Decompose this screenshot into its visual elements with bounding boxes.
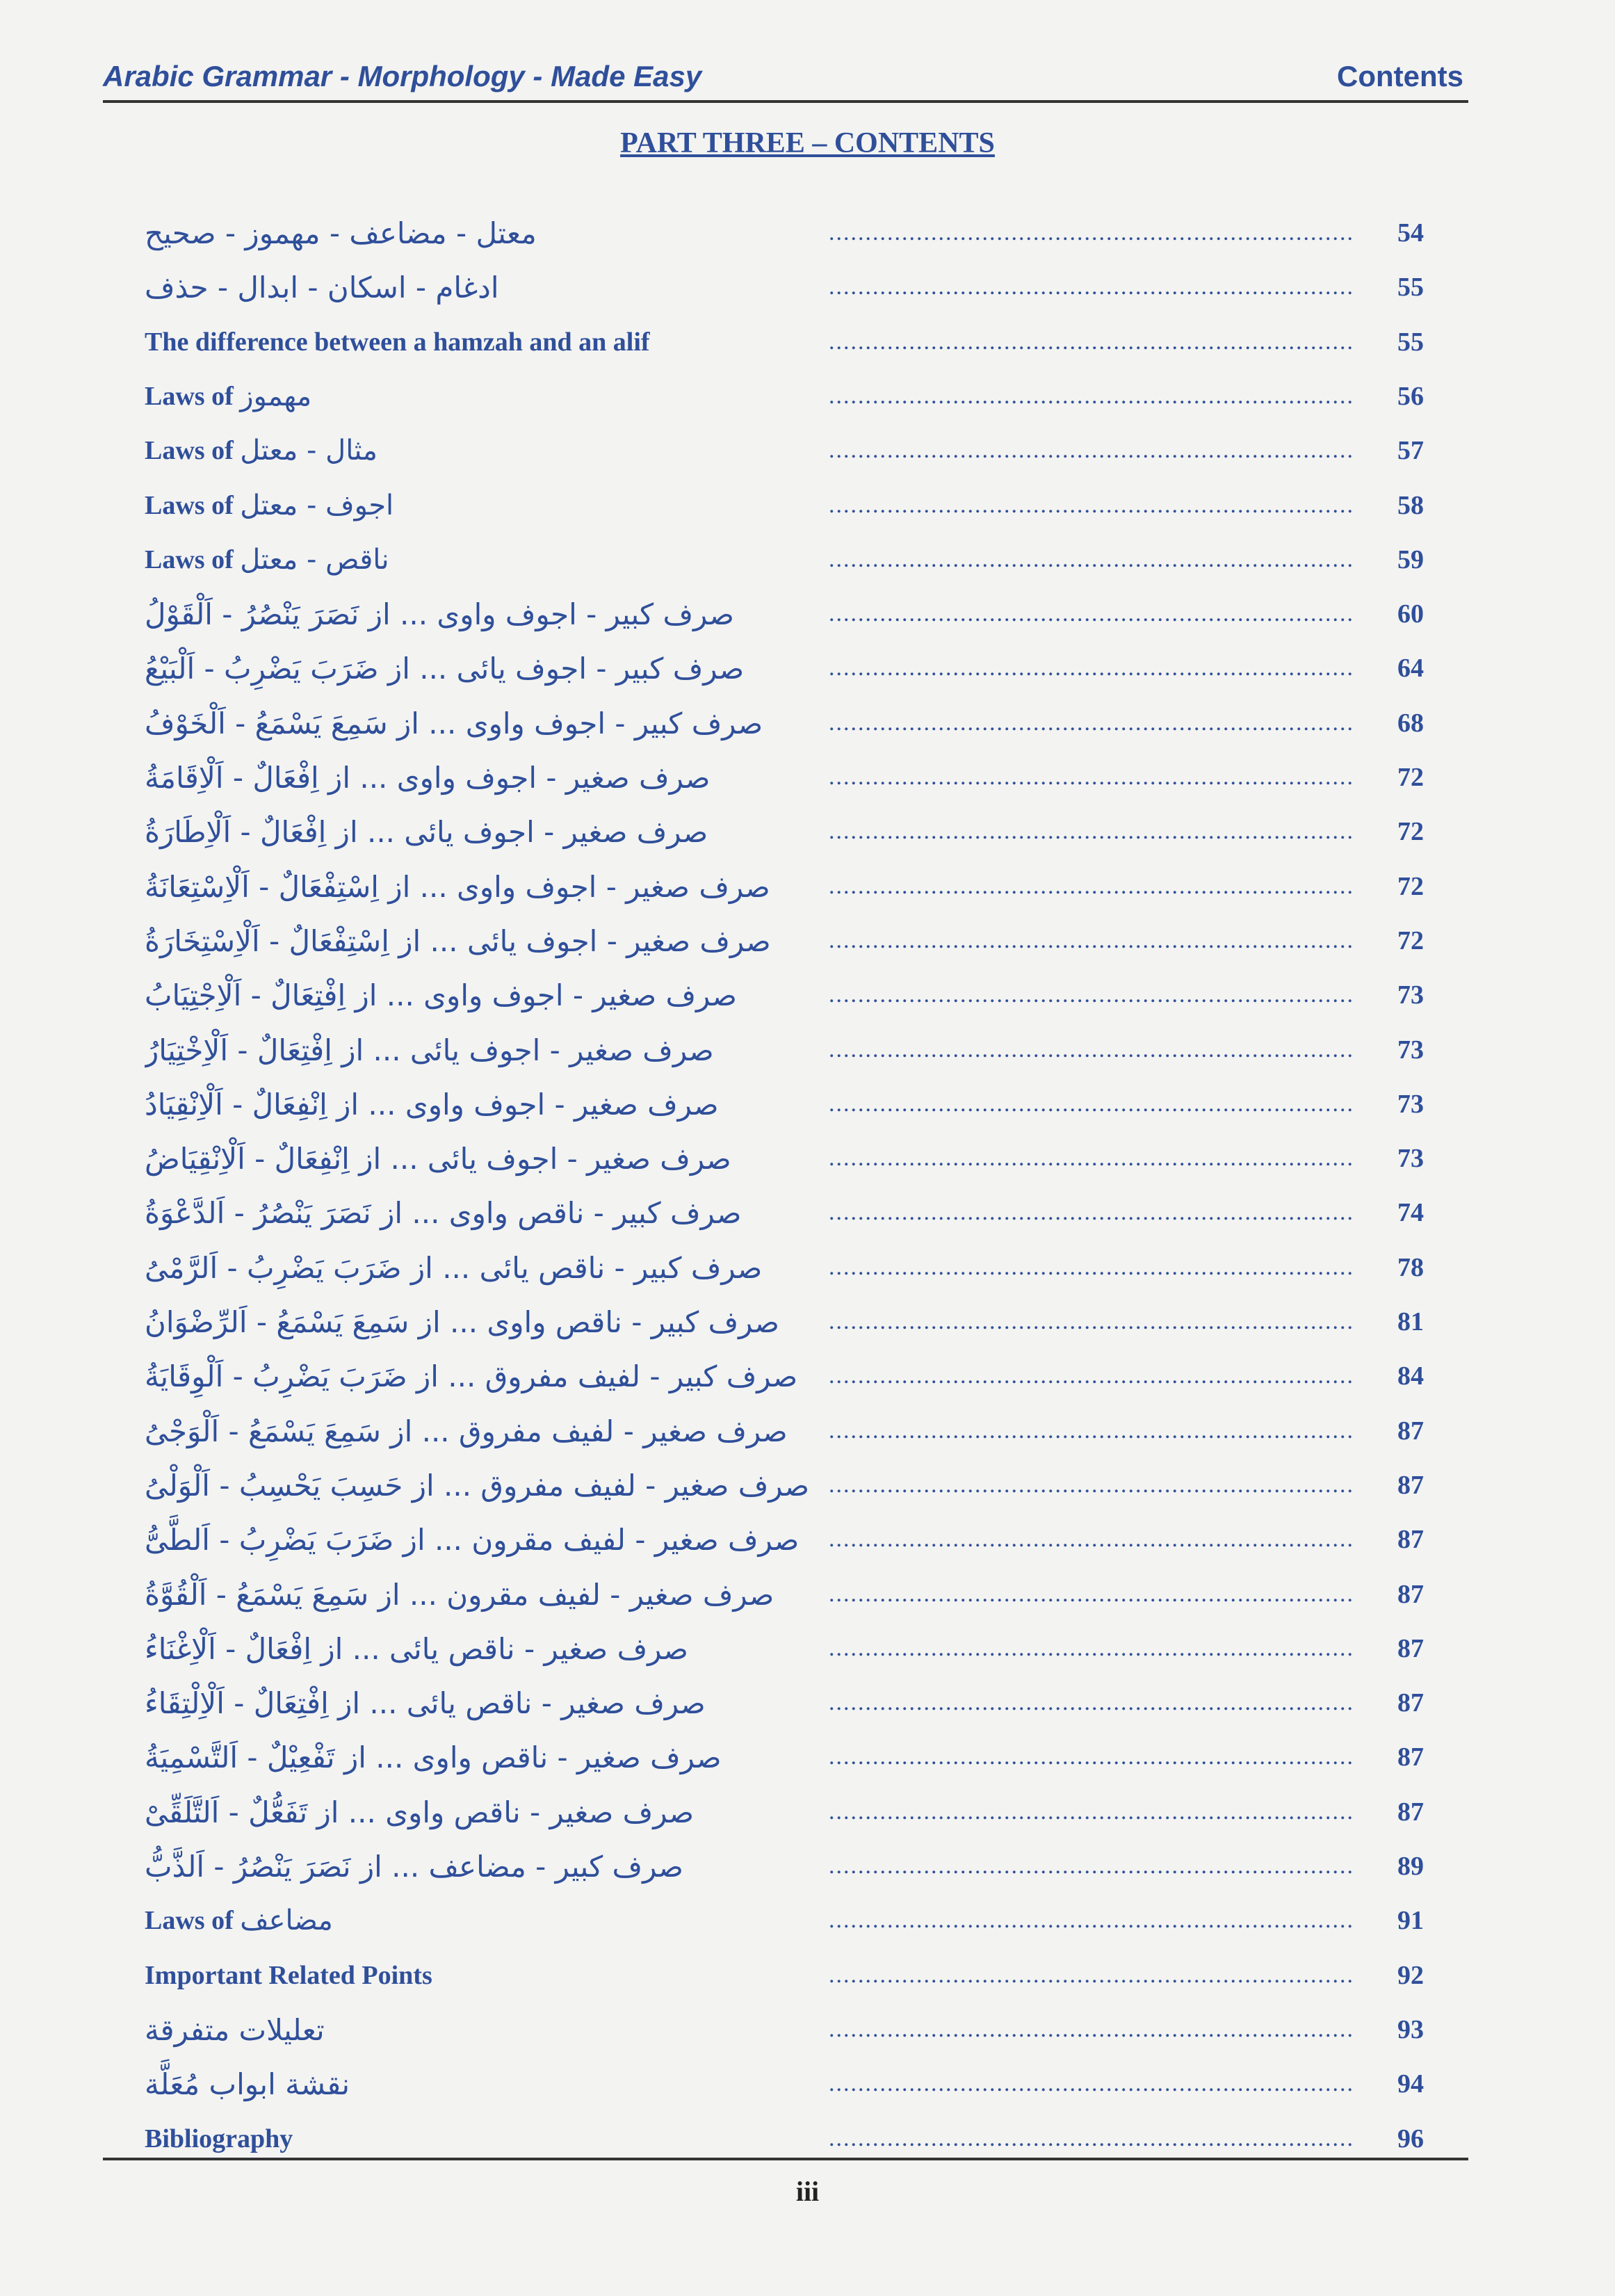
toc-entry — [0, 1240, 1615, 1295]
toc-leader-dots: ........................................................................ — [829, 1526, 1354, 1552]
toc-entry-english: Bibliography — [145, 2124, 293, 2153]
toc-leader-dots: ........................................................................ — [829, 1199, 1354, 1225]
toc-entry-title — [145, 1567, 812, 1622]
toc-entry — [0, 423, 1615, 478]
toc-entry-title — [145, 750, 812, 805]
toc-entry-arabic: مضاعف — [240, 1905, 333, 1937]
toc-entry — [0, 859, 1615, 914]
toc-entry-english: Laws of — [145, 545, 234, 574]
toc-entry-arabic: صرف كبير - لفيف مفروق ... از ضَرَبَ يَضْرِبُ - اَلْوِقَايَةُ — [145, 1359, 798, 1393]
toc-page-number: 89 — [1397, 1852, 1424, 1881]
toc-leader-dots: ........................................................................ — [829, 710, 1354, 736]
toc-entry — [0, 1458, 1615, 1512]
toc-entry-title — [145, 1893, 812, 1948]
toc-entry-title — [145, 1240, 812, 1295]
toc-entry — [0, 1567, 1615, 1622]
running-header-section: Contents — [1337, 60, 1463, 92]
toc-page-number: 72 — [1397, 763, 1424, 792]
toc-entry-title — [145, 533, 812, 587]
toc-page-number: 87 — [1397, 1471, 1424, 1500]
toc-entry-arabic: صرف كبير - مضاعف ... از نَصَرَ يَنْصُرُ - اَلذَّبُّ — [145, 1849, 683, 1884]
toc-leader-dots: ........................................................................ — [829, 1635, 1354, 1661]
toc-entry-arabic: اجوف - معتل — [240, 490, 394, 522]
toc-leader-dots: ........................................................................ — [829, 1309, 1354, 1334]
toc-page-number: 87 — [1397, 1634, 1424, 1663]
toc-entry — [0, 1404, 1615, 1458]
toc-leader-dots: ........................................................................ — [829, 1690, 1354, 1715]
toc-page-number: 94 — [1397, 2069, 1424, 2099]
toc-entry-title — [145, 1839, 812, 1893]
toc-page-number: 87 — [1397, 1797, 1424, 1827]
toc-entry — [0, 968, 1615, 1022]
toc-entry — [0, 260, 1615, 314]
toc-entry — [0, 1512, 1615, 1567]
toc-entry-title — [145, 478, 812, 533]
toc-leader-dots: ........................................................................ — [829, 1907, 1354, 1933]
toc-leader-dots: ........................................................................ — [829, 2071, 1354, 2096]
toc-leader-dots: ........................................................................ — [829, 220, 1354, 245]
toc-entry-title — [145, 587, 812, 641]
toc-entry-title — [145, 2057, 812, 2111]
toc-entry-title — [145, 1023, 812, 1077]
toc-entry-title — [145, 1512, 812, 1567]
part-title: PART THREE – CONTENTS — [620, 127, 995, 159]
toc-entry-title — [145, 1077, 812, 1131]
toc-entry-arabic: صرف صغير - اجوف يائى ... از اِنْفِعَالٌ - اَلْاِنْقِيَاضُ — [145, 1141, 731, 1176]
toc-entry — [0, 1893, 1615, 1948]
toc-entry-arabic: ادغام - اسكان - ابدال - حذف — [145, 270, 499, 305]
toc-entry — [0, 1349, 1615, 1403]
toc-entry — [0, 2057, 1615, 2111]
toc-entry-arabic: صرف صغير - ناقص يائى ... از اِفْتِعَالٌ - اَلْاِلْتِقَاءُ — [145, 1685, 706, 1720]
toc-entry-arabic: مثال - معتل — [240, 435, 378, 467]
toc-leader-dots: ........................................................................ — [829, 1853, 1354, 1879]
toc-entry — [0, 1622, 1615, 1676]
toc-entry-title — [145, 2003, 812, 2057]
toc-page-number: 87 — [1397, 1688, 1424, 1717]
footer-page-number: iii — [795, 2176, 820, 2207]
toc-entry — [0, 533, 1615, 587]
toc-page-number: 92 — [1397, 1961, 1424, 1990]
toc-page-number: 72 — [1397, 817, 1424, 846]
toc-leader-dots: ........................................................................ — [829, 873, 1354, 899]
toc-entry-title — [145, 423, 812, 478]
toc-entry-english: Laws of — [145, 491, 234, 520]
header-rule — [103, 100, 1468, 103]
toc-entry-title — [145, 315, 812, 369]
toc-leader-dots: ........................................................................ — [829, 1254, 1354, 1280]
toc-page-number: 72 — [1397, 926, 1424, 955]
toc-leader-dots: ........................................................................ — [829, 1145, 1354, 1171]
toc-entry-arabic: صرف كبير - ناقص يائى ... از ضَرَبَ يَضْرِبُ - اَلرَّمْىُ — [145, 1250, 763, 1285]
toc-entry — [0, 1186, 1615, 1240]
toc-page-number: 87 — [1397, 1525, 1424, 1554]
toc-entry-arabic: صرف صغير - ناقص يائى ... از اِفْعَالٌ - اَلْاِغْنَاءُ — [145, 1631, 688, 1666]
toc-entry-arabic: صرف صغير - اجوف واوى ... از اِسْتِفْعَالٌ - اَلْاِسْتِعَانَةُ — [145, 869, 770, 904]
toc-entry — [0, 914, 1615, 968]
toc-entry — [0, 1948, 1615, 2003]
toc-entry-title — [145, 260, 812, 314]
toc-leader-dots: ........................................................................ — [829, 1581, 1354, 1607]
toc-entry-title — [145, 1948, 812, 2003]
toc-page-number: 73 — [1397, 980, 1424, 1010]
toc-leader-dots: ........................................................................ — [829, 274, 1354, 300]
toc-page-number: 57 — [1397, 436, 1424, 465]
toc-entry — [0, 1131, 1615, 1186]
toc-page-number: 68 — [1397, 709, 1424, 738]
toc-entry-title — [145, 805, 812, 859]
toc-entry-title — [145, 1676, 812, 1730]
toc-entry-arabic: صرف صغير - لفيف مقرون ... از ضَرَبَ يَضْرِبُ - اَلطَّىُّ — [145, 1522, 800, 1557]
toc-entry-title — [145, 1295, 812, 1349]
toc-entry-arabic: مهموز — [240, 380, 312, 412]
toc-entry-arabic: صرف كبير - اجوف واوى ... از نَصَرَ يَنْصُرُ - اَلْقَوْلُ — [145, 597, 734, 631]
toc-leader-dots: ........................................................................ — [829, 329, 1354, 355]
toc-leader-dots: ........................................................................ — [829, 2016, 1354, 2042]
toc-entry-title — [145, 1458, 812, 1512]
toc-entry — [0, 1785, 1615, 1839]
toc-entry-title — [145, 641, 812, 695]
toc-page-number: 55 — [1397, 328, 1424, 357]
toc-entry-arabic: صرف صغير - اجوف واوى ... از اِفْعَالٌ - اَلْاِقَامَةُ — [145, 760, 711, 795]
toc-leader-dots: ........................................................................ — [829, 1799, 1354, 1825]
footer-rule — [103, 2158, 1468, 2160]
toc-entry-title — [145, 206, 812, 260]
toc-entry — [0, 805, 1615, 859]
toc-entry — [0, 478, 1615, 533]
toc-page-number: 87 — [1397, 1580, 1424, 1609]
toc-page-number: 73 — [1397, 1090, 1424, 1119]
toc-leader-dots: ........................................................................ — [829, 601, 1354, 626]
toc-entry — [0, 1077, 1615, 1131]
toc-entry — [0, 315, 1615, 369]
toc-entry — [0, 696, 1615, 750]
toc-page-number: 91 — [1397, 1906, 1424, 1935]
toc-entry-arabic: صرف صغير - ناقص واوى ... از تَفَعُّلٌ - اَلتَّلَقِّىْ — [145, 1795, 695, 1829]
toc-entry — [0, 750, 1615, 805]
toc-entry-arabic: صرف صغير - اجوف يائى ... از اِفْتِعَالٌ - اَلْاِخْتِيَارُ — [145, 1033, 714, 1067]
toc-entry-title — [145, 1785, 812, 1839]
toc-page-number: 73 — [1397, 1035, 1424, 1065]
toc-entry-arabic: صرف كبير - اجوف واوى ... از سَمِعَ يَسْمَعُ - اَلْخَوْفُ — [145, 706, 763, 741]
toc-entry — [0, 1676, 1615, 1730]
toc-entry-arabic: صرف صغير - لفيف مقرون ... از سَمِعَ يَسْمَعُ - اَلْقُوَّةُ — [145, 1577, 774, 1612]
toc-leader-dots: ........................................................................ — [829, 1472, 1354, 1498]
toc-leader-dots: ........................................................................ — [829, 1744, 1354, 1770]
toc-page-number: 81 — [1397, 1307, 1424, 1336]
toc-leader-dots: ........................................................................ — [829, 383, 1354, 409]
toc-entry-title — [145, 859, 812, 914]
toc-entry-arabic: معتل - مضاعف - مهموز - صحيح — [145, 216, 537, 250]
toc-entry-arabic: صرف صغير - اجوف واوى ... از اِنْفِعَالٌ - اَلْاِنْقِيَادُ — [145, 1087, 719, 1122]
toc-entry-title — [145, 696, 812, 750]
toc-page-number: 56 — [1397, 382, 1424, 411]
toc-leader-dots: ........................................................................ — [829, 818, 1354, 844]
toc-entry-arabic: صرف كبير - اجوف يائى ... از ضَرَبَ يَضْرِبُ - اَلْبَيْعُ — [145, 651, 745, 686]
toc-page-number: 55 — [1397, 273, 1424, 302]
toc-page-number: 73 — [1397, 1144, 1424, 1173]
toc-leader-dots: ........................................................................ — [829, 655, 1354, 681]
toc-entry — [0, 206, 1615, 260]
toc-entry-title — [145, 968, 812, 1022]
toc-page-number: 87 — [1397, 1743, 1424, 1772]
toc-entry-english: The difference between a hamzah and an alif — [145, 328, 650, 357]
toc-entry — [0, 1023, 1615, 1077]
toc-page-number: 84 — [1397, 1361, 1424, 1391]
toc-leader-dots: ........................................................................ — [829, 1418, 1354, 1444]
toc-entry-arabic: ناقص - معتل — [240, 544, 389, 576]
toc-page-number: 87 — [1397, 1416, 1424, 1446]
toc-leader-dots: ........................................................................ — [829, 1363, 1354, 1389]
toc-entry-arabic: تعليلات متفرقة — [145, 2012, 325, 2047]
toc-entry-arabic: صرف كبير - ناقص واوى ... از سَمِعَ يَسْمَعُ - اَلرِّضْوَانُ — [145, 1304, 779, 1339]
toc-entry-arabic: صرف صغير - لفيف مفروق ... از سَمِعَ يَسْمَعُ - اَلْوَجْىُ — [145, 1414, 788, 1448]
toc-entry-title — [145, 1186, 812, 1240]
toc-entry-arabic: نقشة ابواب مُعَلَّة — [145, 2067, 350, 2101]
toc-page-number: 58 — [1397, 491, 1424, 520]
toc-page-number: 64 — [1397, 654, 1424, 683]
toc-page-number: 72 — [1397, 872, 1424, 901]
toc-entry-english: Important Related Points — [145, 1961, 432, 1990]
toc-leader-dots: ........................................................................ — [829, 982, 1354, 1008]
toc-entry-arabic: صرف كبير - ناقص واوى ... از نَصَرَ يَنْصُرُ - اَلدَّعْوَةُ — [145, 1195, 742, 1230]
toc-entry-english: Laws of — [145, 382, 234, 411]
toc-entry-title — [145, 1131, 812, 1186]
toc-page-number: 78 — [1397, 1253, 1424, 1282]
toc-entry — [0, 1295, 1615, 1349]
toc-entry-title — [145, 1622, 812, 1676]
toc-page-number: 59 — [1397, 545, 1424, 574]
toc-entry-title — [145, 914, 812, 968]
toc-entry-arabic: صرف صغير - لفيف مفروق ... از حَسِبَ يَحْسِبُ - اَلْوَلْىُ — [145, 1468, 810, 1503]
toc-page-number: 54 — [1397, 218, 1424, 248]
toc-entry — [0, 641, 1615, 695]
toc-leader-dots: ........................................................................ — [829, 492, 1354, 518]
toc-leader-dots: ........................................................................ — [829, 1037, 1354, 1062]
toc-entry — [0, 587, 1615, 641]
toc-page-number: 60 — [1397, 599, 1424, 629]
toc-entry — [0, 2003, 1615, 2057]
toc-leader-dots: ........................................................................ — [829, 547, 1354, 572]
toc-leader-dots: ........................................................................ — [829, 1091, 1354, 1117]
toc-entry — [0, 1839, 1615, 1893]
toc-entry-english: Laws of — [145, 436, 234, 465]
toc-page-number: 74 — [1397, 1198, 1424, 1227]
toc-entry-title — [145, 1404, 812, 1458]
running-header-title: Arabic Grammar - Morphology - Made Easy — [103, 60, 702, 92]
toc-entry-arabic: صرف صغير - اجوف واوى ... از اِفْتِعَالٌ - اَلْاِجْتِيَابُ — [145, 978, 737, 1012]
toc-leader-dots: ........................................................................ — [829, 928, 1354, 953]
toc-page-number: 96 — [1397, 2124, 1424, 2153]
toc-leader-dots: ........................................................................ — [829, 764, 1354, 790]
toc-entry-title — [145, 369, 812, 423]
toc-leader-dots: ........................................................................ — [829, 437, 1354, 463]
toc-entry-english: Laws of — [145, 1906, 234, 1935]
toc-page-number: 93 — [1397, 2015, 1424, 2044]
toc-entry-arabic: صرف صغير - اجوف يائى ... از اِفْعَالٌ - اَلْاِطَارَةُ — [145, 814, 708, 849]
toc-leader-dots: ........................................................................ — [829, 2126, 1354, 2151]
toc-entry-title — [145, 1349, 812, 1403]
toc-leader-dots: ........................................................................ — [829, 1962, 1354, 1988]
toc-entry-title — [145, 1730, 812, 1784]
toc-entry — [0, 369, 1615, 423]
toc-entry-arabic: صرف صغير - ناقص واوى ... از تَفْعِيْلٌ - اَلتَّسْمِيَةُ — [145, 1740, 722, 1774]
toc-entry — [0, 1730, 1615, 1784]
toc-entry-arabic: صرف صغير - اجوف يائى ... از اِسْتِفْعَالٌ - اَلْاِسْتِخَارَةُ — [145, 923, 771, 958]
